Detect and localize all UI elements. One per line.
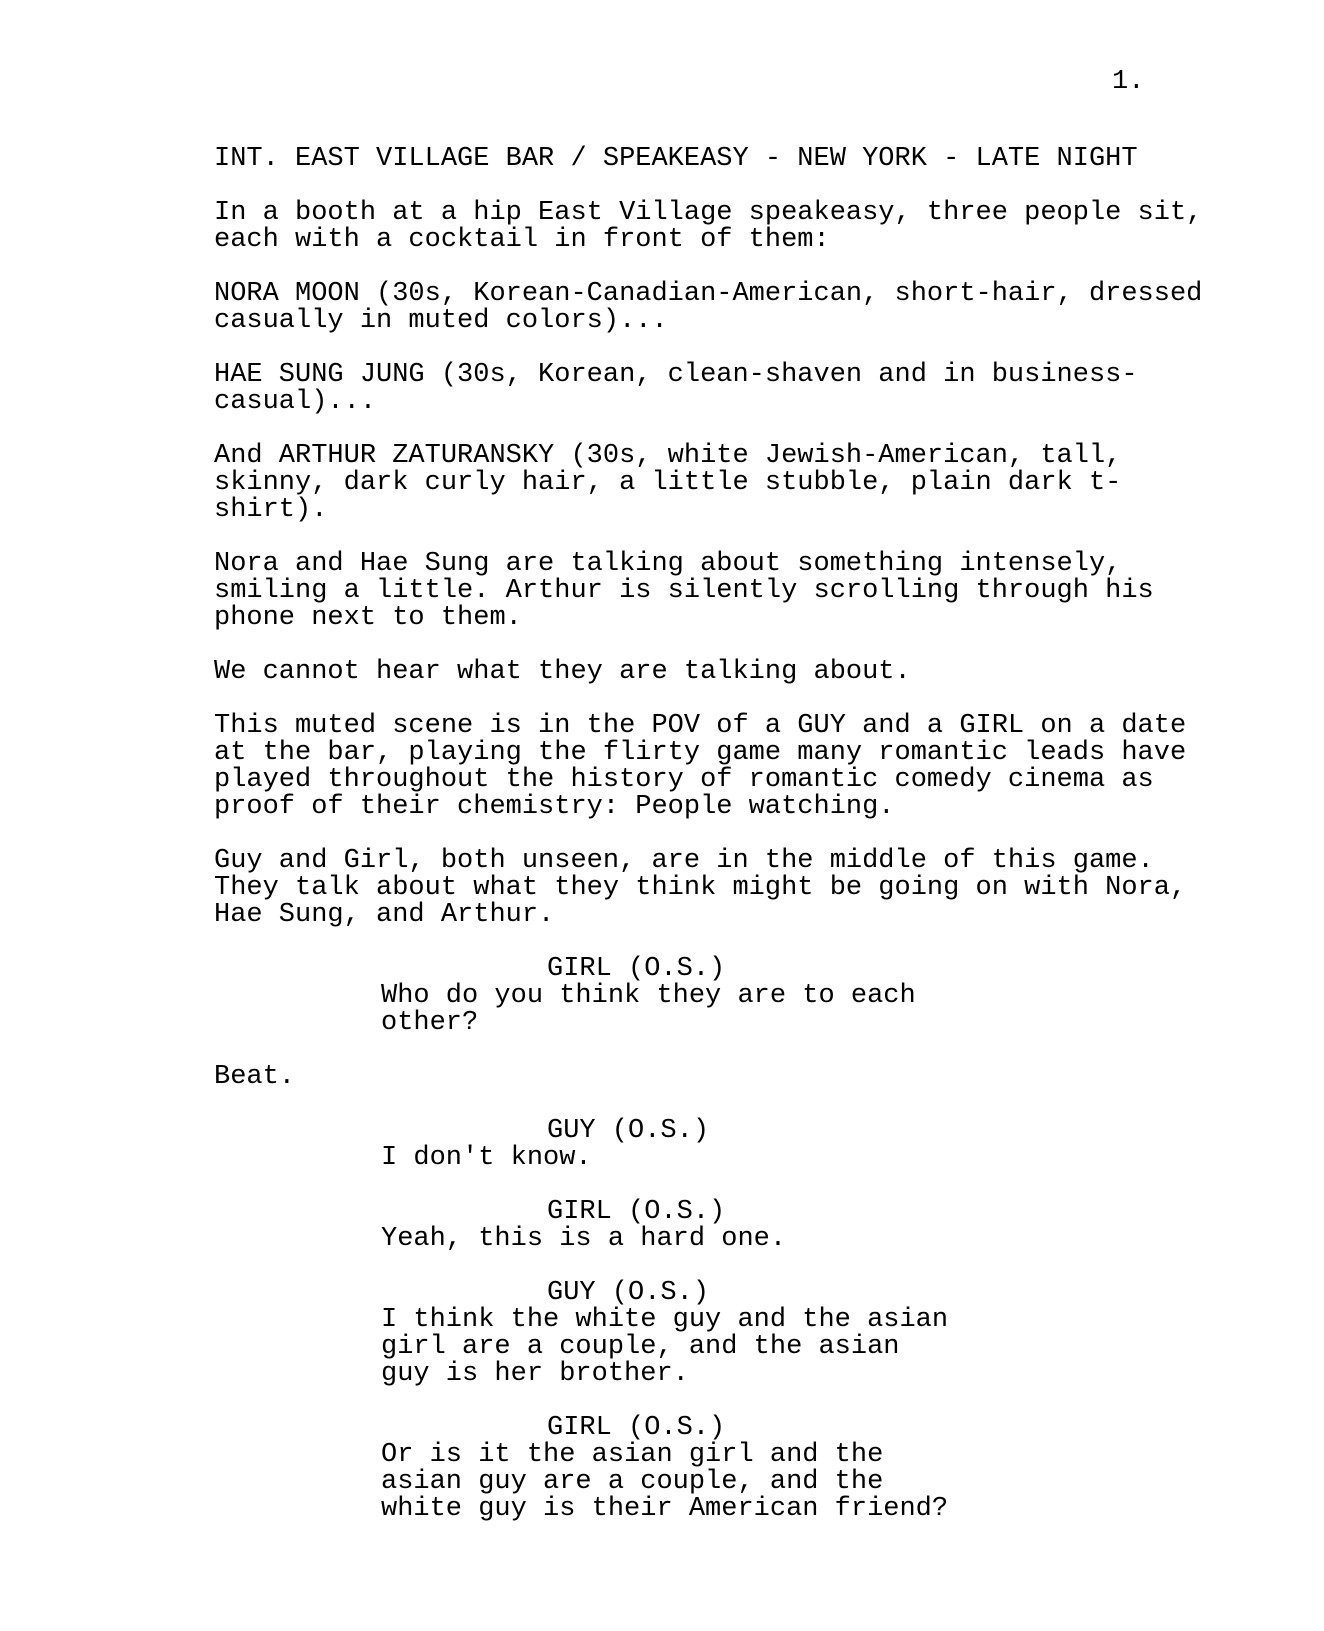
action-paragraph: In a booth at a hip East Village speakeasy, three people sit, each with a cocktail in front of them: — [214, 198, 1203, 255]
character-cue: GIRL (O.S.) — [547, 1413, 726, 1443]
screenplay-body — [214, 146, 1214, 1523]
character-cue: GIRL (O.S.) — [547, 954, 726, 984]
action-paragraph: This muted scene is in the POV of a GUY and a GIRL on a date at the bar, playing the flirty game many romantic leads have played throughout the history of romantic comedy cinema as proof of their chemistry: People watching. — [214, 711, 1187, 822]
scene-heading: INT. EAST VILLAGE BAR / SPEAKEASY - NEW YORK - LATE NIGHT — [214, 144, 1138, 174]
action-paragraph: Nora and Hae Sung are talking about something intensely, smiling a little. Arthur is silently scrolling through his phone next to them. — [214, 549, 1154, 633]
dialogue-line: Yeah, this is a hard one. — [381, 1224, 787, 1254]
dialogue-line: Who do you think they are to each other? — [381, 981, 916, 1038]
action-paragraph: We cannot hear what they are talking about. — [214, 657, 911, 687]
character-cue: GIRL (O.S.) — [547, 1197, 726, 1227]
dialogue-line: Or is it the asian girl and the asian guy are a couple, and the white guy is their American friend? — [381, 1440, 949, 1524]
page-number: 1. — [1112, 67, 1145, 97]
dialogue-line: I don't know. — [381, 1143, 592, 1173]
action-paragraph: And ARTHUR ZATURANSKY (30s, white Jewish-American, tall, skinny, dark curly hair, a little stubble, plain dark t- shirt). — [214, 441, 1122, 525]
action-paragraph: Guy and Girl, both unseen, are in the middle of this game. They talk about what they think might be going on with Nora, Hae Sung, and Arthur. — [214, 846, 1187, 930]
action-paragraph: HAE SUNG JUNG (30s, Korean, clean-shaven and in business- casual)... — [214, 360, 1138, 417]
action-paragraph: NORA MOON (30s, Korean-Canadian-American, short-hair, dressed casually in muted colors)... — [214, 279, 1203, 336]
action-paragraph: Beat. — [214, 1062, 296, 1092]
character-cue: GUY (O.S.) — [547, 1116, 710, 1146]
character-cue: GUY (O.S.) — [547, 1278, 710, 1308]
dialogue-line: I think the white guy and the asian girl are a couple, and the asian guy is her brother. — [381, 1305, 949, 1389]
